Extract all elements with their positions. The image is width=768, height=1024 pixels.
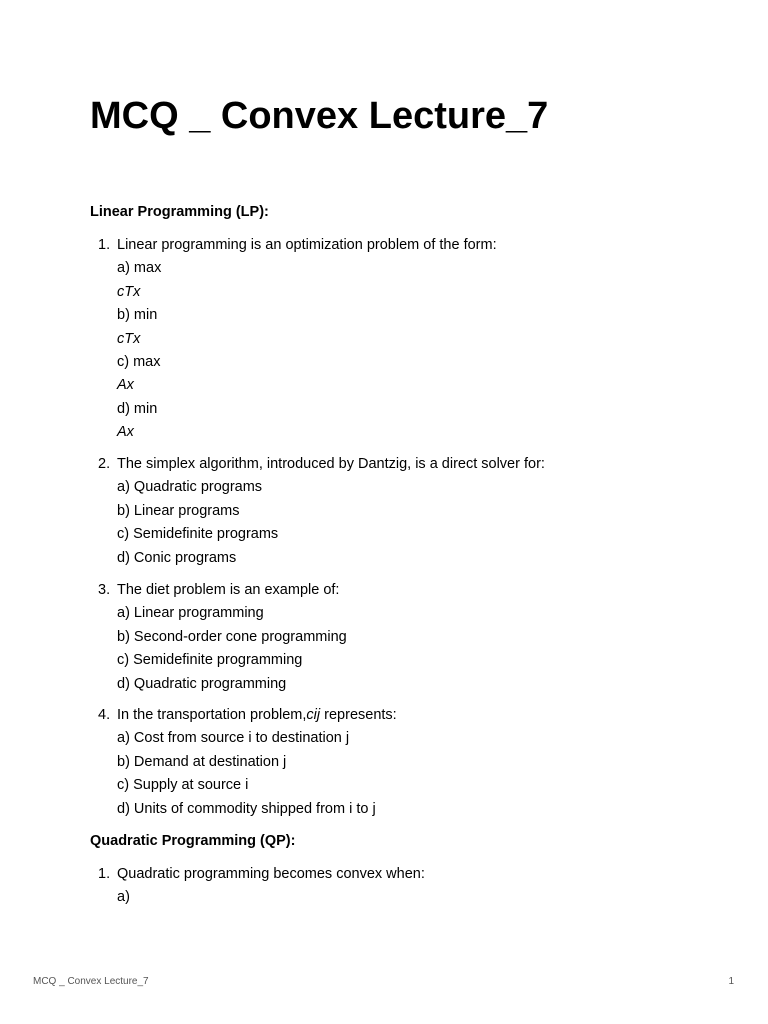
- footer-document-title: MCQ _ Convex Lecture_7: [33, 976, 149, 987]
- option-c: c) Semidefinite programs: [117, 526, 279, 543]
- option-d: d) Units of commodity shipped from i to j: [117, 800, 376, 817]
- question-text: [117, 706, 397, 724]
- question-number: 1.: [98, 866, 111, 882]
- question-lp-1: [90, 236, 710, 447]
- question-text: Linear programming is an optimization problem of the form:: [117, 237, 497, 253]
- question-text-tail: represents:: [320, 707, 397, 723]
- question-number: 1.: [98, 237, 111, 253]
- option-a: a) Cost from source i to destination j: [117, 730, 350, 747]
- option-a: a) Linear programming: [117, 605, 264, 622]
- question-text: Quadratic programming becomes convex when:: [117, 866, 425, 882]
- option-b: b) Demand at destination j: [117, 753, 287, 770]
- section-heading-linear-programming: Linear Programming (LP):: [90, 204, 269, 220]
- option-d: d) min: [117, 400, 158, 417]
- question-number: 2.: [98, 456, 111, 472]
- option-c: c) Supply at source i: [117, 777, 249, 794]
- option-a-expression: cTx: [117, 283, 141, 300]
- section-heading-quadratic-programming: Quadratic Programming (QP):: [90, 833, 296, 849]
- question-text: The diet problem is an example of:: [117, 582, 340, 598]
- option-d: d) Quadratic programming: [117, 675, 287, 692]
- option-b: b) Second-order cone programming: [117, 628, 347, 645]
- option-b: b) min: [117, 307, 158, 324]
- option-c-expression: Ax: [117, 377, 134, 394]
- math-variable: cij: [306, 707, 321, 723]
- footer-page-number: 1: [728, 976, 734, 987]
- question-lp-4: [90, 706, 710, 823]
- option-b: b) Linear programs: [117, 502, 240, 519]
- option-a: a) max: [117, 260, 162, 277]
- question-lp-2: [90, 455, 710, 572]
- question-number: 4.: [98, 707, 111, 723]
- option-c: c) max: [117, 353, 161, 370]
- question-text: The simplex algorithm, introduced by Dantzig, is a direct solver for:: [117, 456, 545, 472]
- question-qp-1: [90, 865, 710, 912]
- question-number: 3.: [98, 582, 111, 598]
- option-a: a) Quadratic programs: [117, 479, 263, 496]
- option-a: a): [117, 889, 130, 906]
- option-b-expression: cTx: [117, 330, 141, 347]
- option-d: d) Conic programs: [117, 549, 237, 566]
- question-lp-3: [90, 581, 710, 698]
- option-d-expression: Ax: [117, 424, 134, 441]
- question-text-lead: In the transportation problem,: [117, 707, 307, 723]
- page-title: MCQ _ Convex Lecture_7: [90, 95, 549, 137]
- option-c: c) Semidefinite programming: [117, 652, 303, 669]
